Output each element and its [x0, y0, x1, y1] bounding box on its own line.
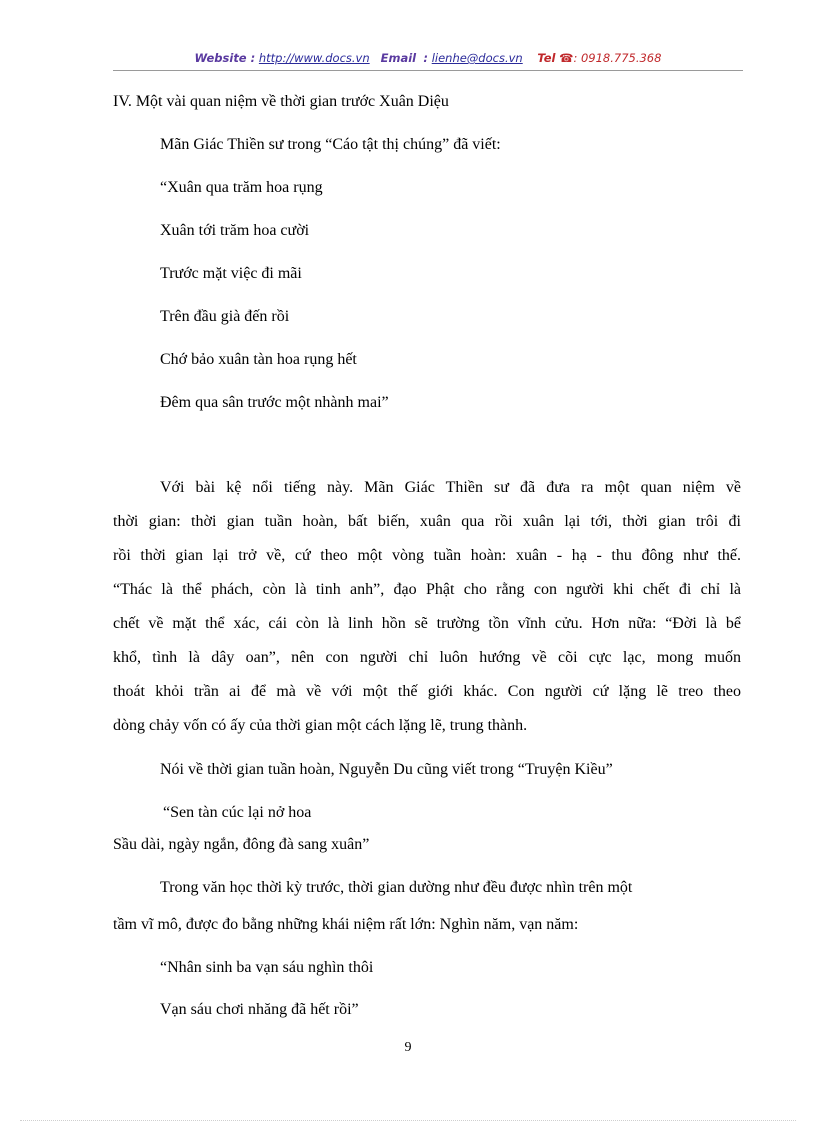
poem-line: “Nhân sinh ba vạn sáu nghìn thôi: [160, 959, 374, 976]
section-heading: IV. Một vài quan niệm về thời gian trước Xuân Diệu: [113, 93, 449, 110]
website-link[interactable]: http://www.docs.vn: [258, 51, 370, 65]
tel-value: : 0918.775.368: [573, 51, 662, 65]
paragraph-line: tầm vĩ mô, được đo bằng những khái niệm rất lớn: Nghìn năm, vạn năm:: [113, 916, 579, 933]
poem-line: “Xuân qua trăm hoa rụng: [160, 179, 323, 196]
body-paragraph: [113, 471, 741, 743]
paragraph-line: thời gian: thời gian tuần hoàn, bất biến, xuân qua rồi xuân lại tới, thời gian trôi đi: [113, 513, 741, 530]
paragraph-line: Trong văn học thời kỳ trước, thời gian dường như đều được nhìn trên một: [160, 879, 633, 896]
tel-label: Tel: [537, 51, 556, 65]
phone-icon: ☎: [559, 51, 574, 65]
email-label: Email: [380, 51, 417, 65]
page-number: 9: [404, 1040, 412, 1055]
poem-line: Xuân tới trăm hoa cười: [160, 222, 310, 239]
paragraph-line: khổ, tình là dây oan”, nên con người chỉ luôn hướng về cõi cực lạc, mong muốn: [113, 649, 741, 666]
page-bottom-divider: [20, 1120, 796, 1121]
intro-line: Mãn Giác Thiền sư trong “Cáo tật thị chúng” đã viết:: [160, 136, 501, 153]
paragraph-line: chết về mặt thể xác, cái còn là linh hồn sẽ trường tồn vĩnh cửu. Hơn nữa: “Đời là bể: [113, 615, 741, 632]
website-label: Website :: [194, 51, 256, 65]
body-paragraph: Nói về thời gian tuần hoàn, Nguyễn Du cũng viết trong “Truyện Kiều”: [160, 761, 613, 778]
poem-line: Trên đầu già đến rồi: [160, 308, 290, 325]
poem-line: Sầu dài, ngày ngắn, đông đà sang xuân”: [113, 836, 370, 853]
paragraph-line: dòng chảy vốn có ấy của thời gian một cách lặng lẽ, trung thành.: [113, 717, 528, 734]
page-header: [113, 51, 743, 65]
paragraph-line: thoát khỏi trần ai để mà về với một thế giới khác. Con người cứ lặng lẽ treo theo: [113, 683, 741, 700]
poem-line: Trước mặt việc đi mãi: [160, 265, 302, 282]
paragraph-line: rồi thời gian lại trở về, cứ theo một vòng tuần hoàn: xuân - hạ - thu đông như thế.: [113, 547, 741, 564]
header-divider: [113, 70, 743, 71]
poem-line: Đêm qua sân trước một nhành mai”: [160, 394, 389, 411]
poem-line: Chớ bảo xuân tàn hoa rụng hết: [160, 351, 357, 368]
poem-line: “Sen tàn cúc lại nở hoa: [163, 804, 312, 821]
paragraph-line: Với bài kệ nổi tiếng này. Mãn Giác Thiền sư đã đưa ra một quan niệm về: [160, 479, 741, 496]
poem-line: Vạn sáu chơi nhăng đã hết rồi”: [160, 1001, 359, 1018]
email-separator: :: [423, 51, 429, 65]
email-link[interactable]: lienhe@docs.vn: [431, 51, 523, 65]
paragraph-line: “Thác là thể phách, còn là tinh anh”, đạo Phật cho rằng con người khi chết đi chỉ là: [113, 581, 741, 598]
